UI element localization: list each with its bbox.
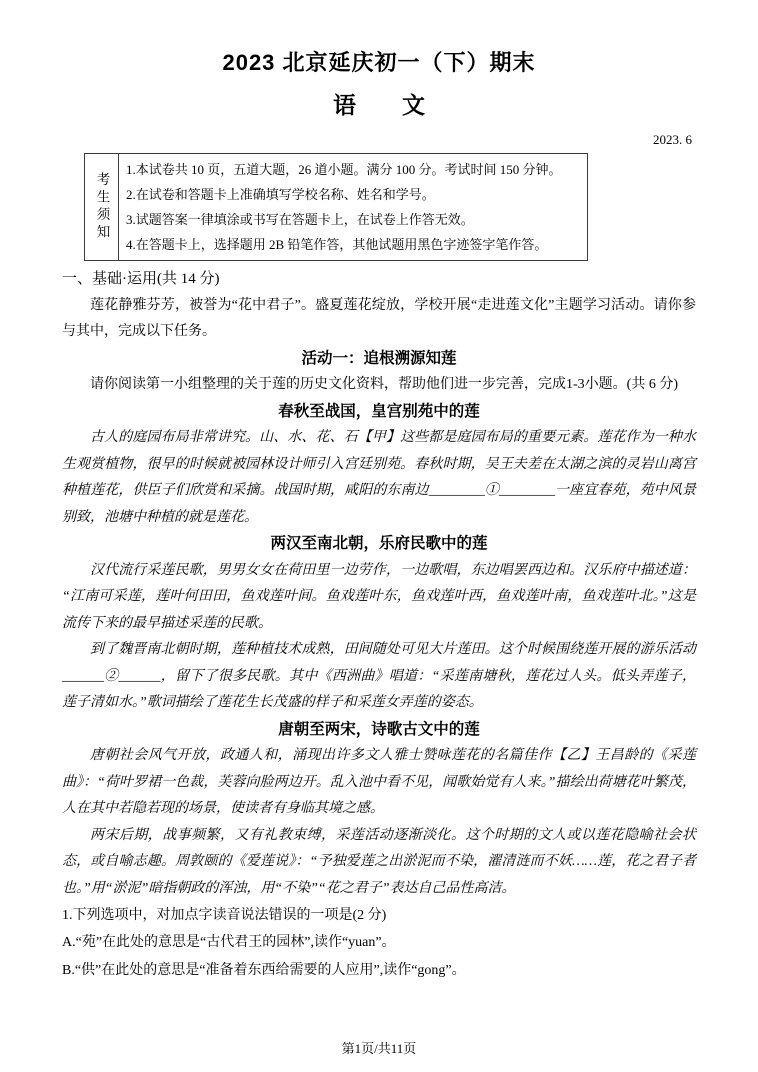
- page-footer: 第1页/共11页: [341, 1041, 417, 1056]
- notice-items: [119, 154, 587, 260]
- question-1-option-b: B.“供”在此处的意思是“准备着东西给需要的人应用”,读作“gong”。: [62, 963, 466, 979]
- exam-content: [62, 266, 696, 985]
- material-heading-1: 春秋至战国，皇宫别苑中的莲: [278, 402, 480, 420]
- material-paragraph-2: 汉代流行采莲民歌，男男女女在荷田里一边劳作，一边歌唱，东边唱罢西边和。汉乐府中描述道：“江南可采莲，莲叶何田田，鱼戏莲叶间。鱼戏莲叶东，鱼戏莲叶西，鱼戏莲叶南，鱼戏莲叶北。”这是流传下来的最早描述采莲的民歌。: [62, 562, 696, 631]
- intro-paragraph: 莲花静雅芬芳，被誉为“花中君子”。盛夏莲花绽放，学校开展“走进莲文化”主题学习活动。请你参与其中，完成以下任务。: [62, 297, 696, 340]
- material-paragraph-4: 唐朝社会风气开放，政通人和，涌现出许多文人雅士赞咏莲花的名篇佳作【乙】王昌龄的《采莲曲》：“荷叶罗裙一色裁，芙蓉向脸两边开。乱入池中看不见，闻歌始觉有人来。”描绘出荷塘花叶繁茂，人在其中若隐若现的场景，使读者有身临其境之感。: [62, 748, 696, 817]
- activity-1-heading: 活动一：追根溯源知莲: [301, 349, 457, 367]
- material-heading-3: 唐朝至两宋，诗歌古文中的莲: [278, 720, 480, 738]
- subject-title: 语 文: [333, 91, 425, 118]
- exam-date: 2023. 6: [653, 131, 692, 147]
- notice-item-2: 2.在试卷和答题卡上准确填写学校名称、姓名和学号。: [126, 187, 435, 203]
- section-1-heading: 一、基础·运用(共 14 分): [62, 271, 220, 288]
- question-1-stem: 1.下列选项中，对加点字读音说法错误的一项是(2 分): [62, 908, 387, 924]
- material-heading-2: 两汉至南北朝，乐府民歌中的莲: [270, 535, 488, 553]
- exam-header: [0, 0, 758, 147]
- question-1-option-a: A.“苑”在此处的意思是“古代君王的园林”,读作“yuan”。: [62, 935, 396, 951]
- notice-item-4: 4.在答题卡上，选择题用 2B 铅笔作答，其他试题用黑色字迹签字笔作答。: [126, 237, 548, 253]
- material-paragraph-5: 两宋后期，战事频繁，又有礼教束缚，采莲活动逐渐淡化。这个时期的文人或以莲花隐喻社会状态，或自喻志趣。周敦颐的《爱莲说》：“予独爱莲之出淤泥而不染，濯清涟而不妖……莲，花之君子者也。”用“淤泥”暗指朝政的浑浊，用“不染”“花之君子”表达自己品性高洁。: [62, 827, 696, 896]
- notice-item-3: 3.试题答案一律填涂或书写在答题卡上，在试卷上作答无效。: [126, 212, 474, 228]
- page-title: 2023 北京延庆初一（下）期末: [222, 50, 536, 75]
- activity-1-lead: 请你阅读第一小组整理的关于莲的历史文化资料，帮助他们进一步完善，完成1-3小题。(共 6 分): [90, 377, 678, 393]
- notice-item-1: 1.本试卷共 10 页，五道大题，26 道小题。满分 100 分。考试时间 150 分钟。: [126, 162, 562, 178]
- material-paragraph-3: 到了魏晋南北朝时期，莲种植技术成熟，田间随处可见大片莲田。这个时候围绕莲开展的游乐活动______②______，留下了很多民歌。其中《西洲曲》唱道：“采莲南塘秋，莲花过人头。低头弄莲子，莲子清如水。”歌词描绘了莲花生长茂盛的样子和采莲女弄莲的姿态。: [62, 642, 696, 711]
- notice-label: 考生须知: [85, 154, 119, 260]
- examinee-notice-box: [84, 153, 588, 261]
- material-paragraph-1: 古人的庭园布局非常讲究。山、水、花、石【甲】这些都是庭园布局的重要元素。莲花作为一种水生观赏植物，很早的时候就被园林设计师引入宫廷别苑。春秋时期，吴王夫差在太湖之滨的灵岩山离宫种植莲花，供臣子们欣赏和采摘。战国时期，咸阳的东南边________①________一座宜春苑，苑中风景别致，池塘中种植的就是莲花。: [62, 430, 696, 525]
